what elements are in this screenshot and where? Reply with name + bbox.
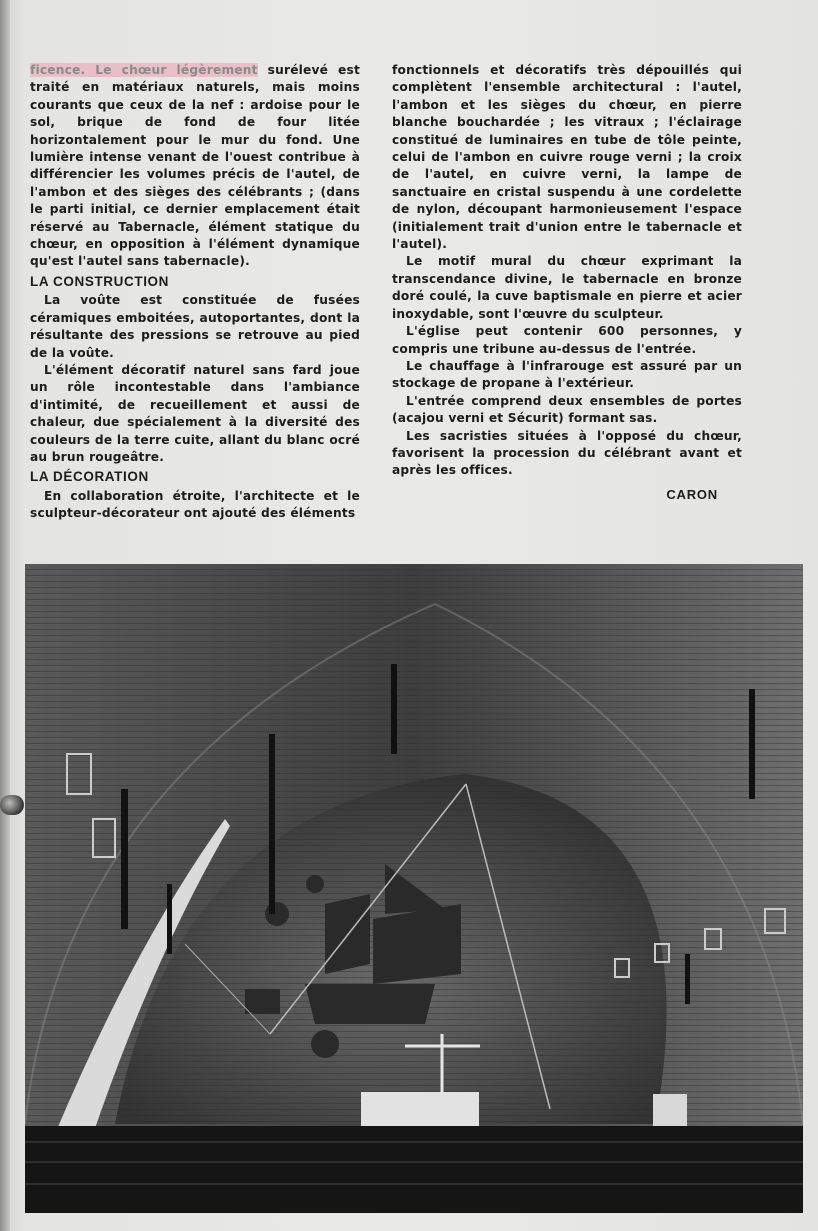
right-paragraph-6: Les sacristies situées à l'opposé du chœur, favorisent la procession du célébrant avant et après les offices. <box>392 428 742 478</box>
right-column <box>392 62 742 502</box>
intro-paragraph <box>30 62 360 271</box>
right-paragraph-1: fonctionnels et décoratifs très dépouillés qui complètent l'ensemble architectural : l'autel, l'ambon et les sièges du chœur, en pierre blanche bouchardée ; les vitraux ; l'éclairage constitué de luminaires en tube de tôle peinte, celui de l'ambon en cuivre rouge verni ; la croix de l'autel, en cuivre verni, la lampe de sanctuaire en cristal suspendu à une cordelette de nylon, découpant harmonieusement l'espace (initialement trait d'union entre le tabernacle et l'autel). <box>392 63 742 252</box>
heading-decoration: LA DÉCORATION <box>30 469 149 485</box>
church-interior-photo <box>25 564 803 1213</box>
altar <box>361 1092 479 1126</box>
binding-edge <box>0 0 10 1231</box>
right-paragraph-5: L'entrée comprend deux ensembles de portes (acajou verni et Sécurit) formant sas. <box>392 393 742 426</box>
construction-paragraph-2: L'élément décoratif naturel sans fard joue un rôle incontestable dans l'ambiance d'intimité, de recueillement et aussi de chaleur, due spécialement à la diversité des couleurs de la terre cuite, allant du blanc ocré au brun rougeâtre. <box>30 362 360 464</box>
ambon <box>653 1094 687 1128</box>
left-column <box>30 62 360 521</box>
pews <box>25 1126 803 1213</box>
heading-construction: LA CONSTRUCTION <box>30 273 169 289</box>
right-paragraph-3: L'église peut contenir 600 personnes, y compris une tribune au-dessus de l'entrée. <box>392 324 742 356</box>
binder-ring <box>0 795 24 815</box>
right-paragraph-2: Le motif mural du chœur exprimant la transcendance divine, le tabernacle en bronze doré coulé, la cuve baptismale en pierre et acier inoxydable, sont l'œuvre du sculpteur. <box>392 254 742 321</box>
decoration-paragraph-1: En collaboration étroite, l'architecte et le sculpteur-décorateur ont ajouté des éléments <box>30 488 360 521</box>
construction-paragraph-1: La voûte est constituée de fusées céramiques emboitées, autoportantes, dont la résultante des pressions se retrouve au pied de la voûte. <box>30 293 360 360</box>
text-columns <box>30 62 742 521</box>
right-paragraph-4: Le chauffage à l'infrarouge est assuré par un stockage de propane à l'extérieur. <box>392 358 742 391</box>
intro-text: surélevé est traité en matériaux naturels, mais moins courants que ceux de la nef : ardoise pour le sol, brique de fond de four litée horizontalement pour le mur du fond. Une lumière intense venant de l'ouest contribue à différencier les volumes précis de l'autel, de l'ambon et des sièges des célébrants ; (dans le parti initial, ce dernier emplacement était réservé au Tabernacle, élément statique du chœur, en opposition à l'élément dynamique qu'est l'autel sans tabernacle). <box>30 63 360 269</box>
author-signature: CARON <box>666 486 718 502</box>
highlighted-text: ficence. Le chœur légèrement <box>30 63 258 77</box>
